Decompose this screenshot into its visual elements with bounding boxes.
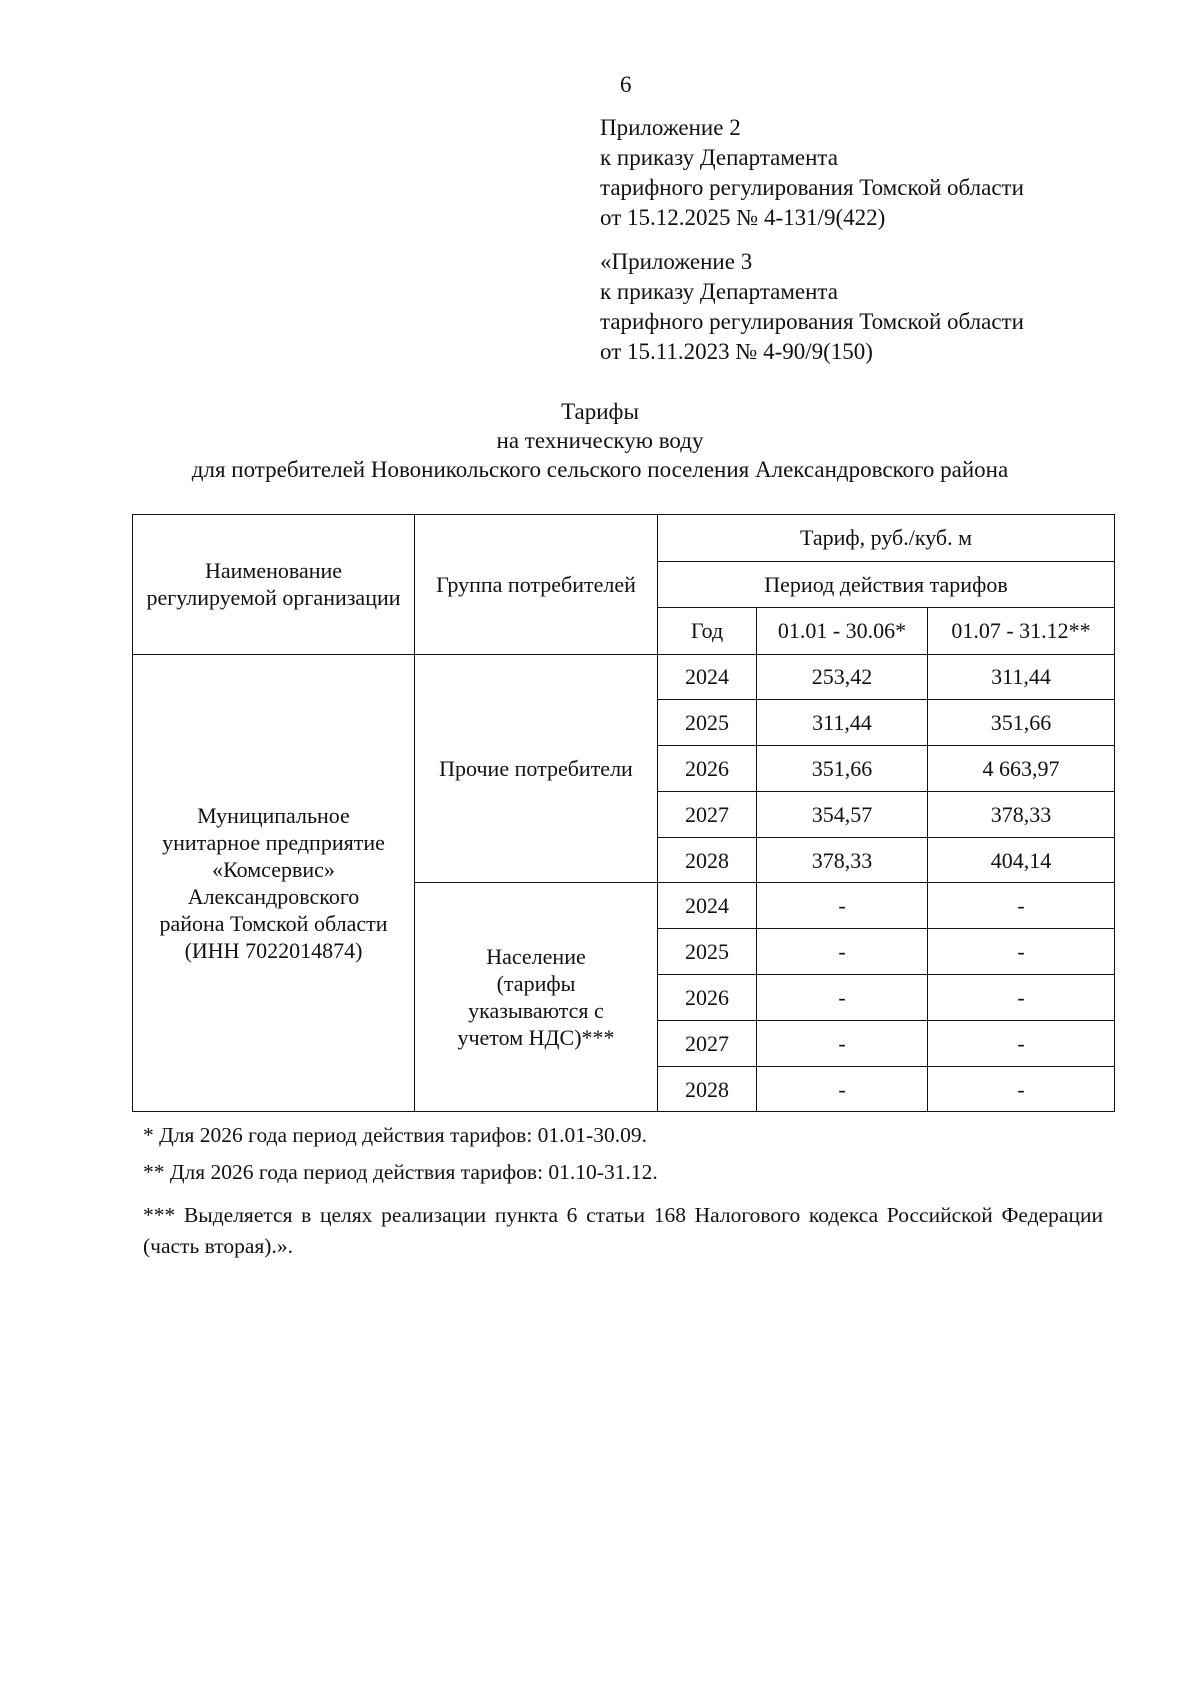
tariff-first-half: - [757, 1066, 928, 1112]
year-cell: 2026 [658, 975, 757, 1021]
organization-line: района Томской области [159, 910, 388, 936]
consumer-group-other: Прочие потребители [415, 654, 658, 883]
year-cell: 2028 [658, 837, 757, 883]
header-tariff-unit: Тариф, руб./куб. м [658, 515, 1115, 562]
annex-previous-line: от 15.11.2023 № 4-90/9(150) [600, 339, 873, 364]
organization-line: Муниципальное [197, 802, 350, 828]
annex-current-line: к приказу Департамента [600, 145, 838, 170]
annex-previous-line: «Приложение 3 [600, 249, 753, 274]
tariff-second-half: 351,66 [928, 700, 1115, 746]
year-cell: 2025 [658, 700, 757, 746]
header-year: Год [658, 608, 757, 655]
tariff-first-half: - [757, 1020, 928, 1066]
tariff-first-half: 354,57 [757, 791, 928, 837]
title-line: Тарифы [561, 399, 639, 424]
tariff-first-half: - [757, 883, 928, 929]
annex-current-line: тарифного регулирования Томской области [600, 175, 1024, 200]
footnote-3: *** Выделяется в целях реализации пункта 6 статьи 168 Налогового кодекса Российской Федерации (часть вторая).». [143, 1203, 1103, 1258]
population-line: указываются с [468, 998, 604, 1024]
table-row [133, 654, 1115, 700]
organization-line: «Комсервис» [212, 856, 335, 882]
year-cell: 2024 [658, 654, 757, 700]
tariff-second-half: 311,44 [928, 654, 1115, 700]
tariff-second-half: - [928, 929, 1115, 975]
tariff-first-half: 351,66 [757, 746, 928, 792]
annex-current-header [600, 113, 1160, 233]
annex-current-line: Приложение 2 [600, 115, 741, 140]
annex-previous-line: тарифного регулирования Томской области [600, 309, 1024, 334]
footnote-2: ** Для 2026 года период действия тарифов: 01.10-31.12. [143, 1160, 658, 1184]
footnote-1: * Для 2026 года период действия тарифов: 01.01-30.09. [143, 1123, 647, 1147]
tariff-first-half: - [757, 975, 928, 1021]
organization-cell [133, 654, 415, 1112]
tariff-second-half: - [928, 1020, 1115, 1066]
title-line: на техническую воду [496, 428, 704, 453]
header-first-half: 01.01 - 30.06* [757, 608, 928, 655]
tariff-second-half: - [928, 975, 1115, 1021]
tariff-second-half: 4 663,97 [928, 746, 1115, 792]
tariff-table [132, 514, 1115, 1112]
tariff-first-half: 378,33 [757, 837, 928, 883]
annex-previous-header [600, 247, 1160, 367]
population-line: (тарифы [496, 971, 576, 997]
tariff-second-half: - [928, 1066, 1115, 1112]
annex-previous-line: к приказу Департамента [600, 279, 838, 304]
tariff-second-half: 378,33 [928, 791, 1115, 837]
tariff-second-half: 404,14 [928, 837, 1115, 883]
consumer-group-population [415, 883, 658, 1112]
year-cell: 2028 [658, 1066, 757, 1112]
header-second-half: 01.07 - 31.12** [928, 608, 1115, 655]
organization-line: (ИНН 7022014874) [184, 937, 363, 963]
page-number: 6 [620, 72, 632, 97]
document-title [0, 397, 1200, 484]
title-line: для потребителей Новоникольского сельского поселения Александровского района [191, 457, 1009, 482]
year-cell: 2027 [658, 791, 757, 837]
year-cell: 2026 [658, 746, 757, 792]
tariff-first-half: 311,44 [757, 700, 928, 746]
tariff-first-half: - [757, 929, 928, 975]
annex-current-line: от 15.12.2025 № 4-131/9(422) [600, 205, 886, 230]
tariff-second-half: - [928, 883, 1115, 929]
header-consumer-group: Группа потребителей [415, 515, 658, 655]
year-cell: 2027 [658, 1020, 757, 1066]
header-period: Период действия тарифов [658, 561, 1115, 608]
population-line: учетом НДС)*** [457, 1025, 615, 1051]
tariff-first-half: 253,42 [757, 654, 928, 700]
year-cell: 2025 [658, 929, 757, 975]
header-org-name: Наименование регулируемой организации [133, 515, 415, 655]
organization-line: Александровского [187, 883, 360, 909]
organization-line: унитарное предприятие [162, 829, 385, 855]
table-header-row [133, 515, 1115, 562]
population-line: Население [486, 944, 586, 970]
year-cell: 2024 [658, 883, 757, 929]
